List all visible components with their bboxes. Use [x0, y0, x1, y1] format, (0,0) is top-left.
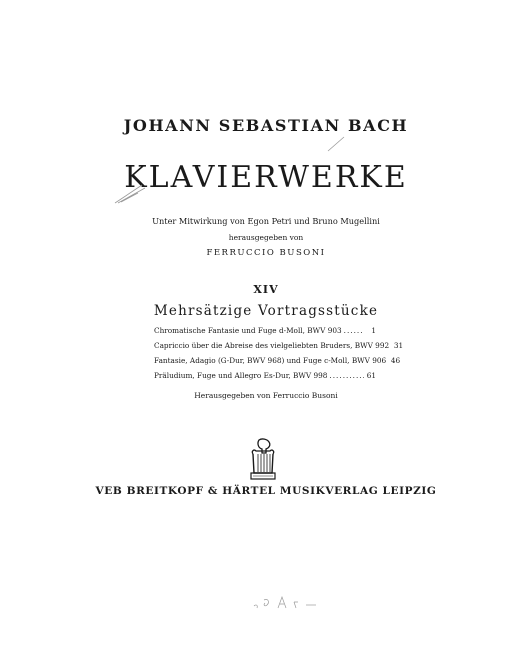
work-title: KLAVIERWERKE — [124, 160, 408, 195]
volume-subtitle: Mehrsätzige Vortragsstücke — [153, 303, 379, 319]
volume-number: XIV — [253, 283, 279, 296]
contents-entry-page: 61 — [366, 371, 376, 380]
contents-entry-title: Präludium, Fuge und Allegro Es-Dur, BWV 998 — [154, 371, 328, 380]
contents-entry — [154, 326, 376, 341]
leader-dots — [329, 371, 364, 380]
composer-name: JOHANN SEBASTIAN BACH — [123, 116, 409, 135]
breitkopf-lyre-emblem-icon — [245, 437, 281, 481]
contents-entry-title: Fantasie, Adagio (G-Dur, BWV 968) und Fuge c-Moll, BWV 906 — [154, 356, 387, 365]
contents-entry-page: 31 — [393, 341, 404, 350]
collaboration-note: Unter Mitwirkung von Egon Petri und Bruno Mugellini — [152, 216, 380, 226]
pencil-scribble-icon — [112, 182, 148, 206]
contents-entry-title: Capriccio über die Abreise des vielgeliebten Bruders, BWV 992 — [154, 341, 390, 350]
contents-entry — [154, 341, 404, 356]
leader-dots — [344, 326, 364, 335]
publisher-imprint: VEB BREITKOPF & HÄRTEL MUSIKVERLAG LEIPZIG — [95, 485, 437, 497]
contents-entry-page: 46 — [390, 356, 401, 365]
edited-by-label: herausgegeben von — [228, 233, 304, 242]
contents-entry-page: 1 — [371, 326, 376, 335]
contents-entry — [154, 371, 376, 386]
editor-name: FERRUCCIO BUSONI — [206, 248, 326, 258]
pencil-marks-icon — [250, 594, 320, 614]
table-of-contents — [154, 326, 404, 386]
contents-entry — [154, 356, 401, 371]
editor-credit: Herausgegeben von Ferruccio Busoni — [194, 391, 338, 400]
contents-entry-title: Chromatische Fantasie und Fuge d-Moll, BWV 903 — [154, 326, 342, 335]
pencil-mark-icon — [326, 134, 346, 154]
